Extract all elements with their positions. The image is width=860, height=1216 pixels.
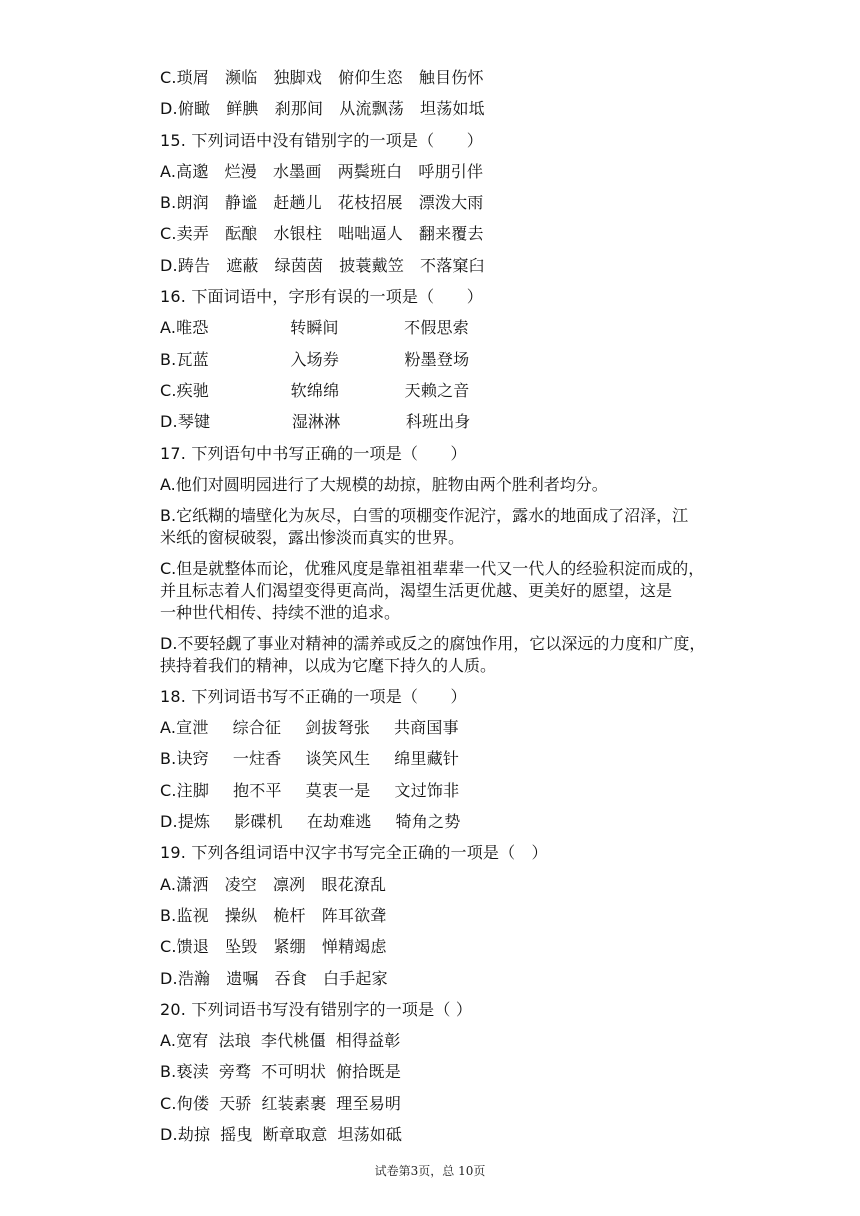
option-word: 提炼	[177, 812, 211, 832]
option-word: 注脚	[176, 780, 210, 800]
option-word: 水银柱	[273, 224, 323, 244]
option-label: C.	[160, 224, 177, 244]
option-word: 坠毁	[225, 937, 258, 957]
option-word: 烂漫	[224, 161, 257, 181]
option-word: 俯仰生恣	[338, 68, 403, 87]
option-word: 馈退	[176, 937, 210, 957]
answer-option	[160, 156, 750, 187]
answer-option	[160, 312, 750, 343]
option-label: C.	[160, 780, 177, 800]
option-label: B.	[160, 193, 177, 213]
option-word: 漂泼大雨	[418, 193, 484, 213]
option-word: 眼花潦乱	[321, 874, 387, 894]
question-stem: 17. 下列语句中书写正确的一项是（ ）	[160, 443, 467, 463]
option-word: 转瞬间	[290, 318, 339, 338]
option-word: 法琅	[218, 1031, 251, 1051]
sentence-line: 一种世代相传、持续不泄的追求。	[160, 602, 401, 622]
option-word: 从流飘荡	[339, 99, 405, 119]
option-word: 入场券	[290, 349, 340, 369]
sentence-line: 米纸的窗棂破裂，露出惨淡而真实的世界。	[160, 527, 465, 547]
answer-option-sentence	[160, 469, 750, 500]
option-word: 莫衷一是	[305, 780, 371, 800]
answer-option	[160, 1025, 750, 1056]
option-word: 不落窠臼	[420, 255, 485, 275]
option-label: A.	[160, 161, 177, 181]
sentence-line: B.它纸糊的墙壁化为灰尽，白雪的项棚变作泥泞，露水的地面成了沼泽，江	[160, 505, 689, 525]
question-stem: 16. 下面词语中，字形有误的一项是（ ）	[160, 287, 483, 307]
option-word: 科班出身	[405, 412, 471, 432]
answer-option	[160, 375, 750, 406]
option-word: 抱不平	[233, 780, 282, 800]
option-word: 天骄	[219, 1093, 252, 1113]
option-word: 理至易明	[336, 1093, 402, 1113]
option-word: 在劫难逃	[306, 812, 372, 832]
sentence-line: 挟持着我们的精神，以成为它麾下持久的人质。	[160, 655, 497, 675]
answer-option	[160, 900, 750, 931]
option-word: 朗润	[176, 193, 209, 213]
option-word: 诀窍	[176, 749, 209, 769]
option-word: 水墨画	[272, 161, 322, 181]
answer-option	[160, 1119, 750, 1150]
option-word: 触目伤怀	[418, 68, 484, 87]
answer-option	[160, 187, 750, 218]
option-word: 刹那间	[274, 99, 324, 119]
option-word: 断章取意	[262, 1125, 328, 1145]
option-word: 琐屑	[176, 68, 210, 87]
sentence-line: A.他们对圆明园进行了大规模的劫掠，脏物由两个胜利者均分。	[160, 474, 608, 494]
answer-option	[160, 406, 750, 437]
option-word: 凌空	[224, 874, 257, 894]
answer-option	[160, 62, 750, 93]
option-word: 红装素裹	[261, 1093, 327, 1113]
option-word: 阵耳欲聋	[321, 905, 387, 925]
option-label: C.	[160, 380, 177, 400]
option-label: A.	[160, 1031, 177, 1051]
option-word: 桅杆	[273, 905, 306, 925]
option-label: B.	[160, 1062, 177, 1082]
answer-option	[160, 1088, 750, 1119]
option-word: 遗嘱	[226, 968, 259, 988]
option-word: 不假思索	[404, 318, 469, 338]
option-word: 操纵	[224, 905, 258, 925]
option-word: 软绵绵	[290, 380, 340, 400]
option-word: 呼朋引伴	[418, 161, 484, 181]
option-word: 浩瀚	[177, 968, 211, 988]
option-word: 遮蔽	[226, 255, 259, 275]
option-word: 李代桃僵	[260, 1031, 326, 1051]
exam-page-content	[160, 62, 750, 1150]
option-word: 坦荡如砥	[337, 1125, 403, 1145]
option-word: 俯拾既是	[336, 1062, 401, 1082]
option-word: 独脚戏	[273, 68, 323, 87]
option-word: 亵渎	[176, 1062, 209, 1082]
option-word: 翻来覆去	[418, 224, 484, 244]
answer-option-sentence	[160, 553, 750, 628]
option-word: 踌告	[177, 255, 211, 275]
answer-option	[160, 1056, 750, 1087]
option-word: 高邈	[176, 161, 209, 181]
answer-option	[160, 743, 750, 774]
option-word: 谈笑风生	[305, 749, 371, 769]
option-label: A.	[160, 874, 177, 894]
option-word: 粉墨登场	[404, 349, 470, 369]
option-label: D.	[160, 1125, 178, 1145]
option-word: 摇曳	[220, 1125, 253, 1145]
option-word: 文过饰非	[394, 780, 460, 800]
option-word: 犄角之势	[395, 812, 461, 832]
option-word: 宽宥	[176, 1031, 209, 1051]
option-word: 综合征	[232, 718, 282, 738]
option-word: 一炷香	[232, 749, 282, 769]
option-word: 鲜腆	[226, 99, 259, 119]
option-word: 白手起家	[323, 968, 388, 988]
option-label: C.	[160, 1093, 177, 1113]
option-label: B.	[160, 905, 177, 925]
answer-option-sentence	[160, 500, 750, 553]
option-label: D.	[160, 968, 178, 988]
option-word: 佝偻	[176, 1093, 210, 1113]
option-label: D.	[160, 812, 178, 832]
answer-option	[160, 869, 750, 900]
option-word: 两鬓班白	[337, 161, 403, 181]
option-word: 唯恐	[176, 318, 209, 338]
answer-option	[160, 250, 750, 281]
answer-option	[160, 931, 750, 962]
option-word: 吞食	[274, 968, 308, 988]
option-word: 俯瞰	[177, 99, 211, 119]
option-word: 静谧	[224, 193, 258, 213]
option-label: C.	[160, 937, 177, 957]
answer-option	[160, 712, 750, 743]
answer-option	[160, 806, 750, 837]
option-label: B.	[160, 749, 177, 769]
sentence-line: C.但是就整体而论，优雅风度是靠祖祖辈辈一代又一代人的经验积淀而成的，	[160, 558, 705, 578]
option-word: 卖弄	[176, 224, 210, 244]
option-label: A.	[160, 318, 177, 338]
question-stem: 20. 下列词语书写没有错别字的一项是（ ）	[160, 999, 473, 1019]
page-footer: 试卷第3页，总 10页	[374, 1164, 486, 1178]
option-word: 影碟机	[234, 812, 283, 832]
answer-option-sentence	[160, 628, 750, 681]
option-word: 监视	[176, 905, 209, 925]
sentence-line: D.不要轻觑了事业对精神的濡养或反之的腐蚀作用，它以深远的力度和广度，	[160, 633, 706, 653]
option-word: 酝酿	[225, 224, 258, 244]
option-word: 披蓑戴笠	[339, 255, 405, 275]
answer-option	[160, 93, 750, 124]
option-label: D.	[160, 255, 178, 275]
question-stem: 15. 下列词语中没有错别字的一项是（ ）	[160, 130, 483, 150]
option-word: 宣泄	[176, 718, 209, 738]
answer-option	[160, 218, 750, 249]
option-word: 相得益彰	[335, 1031, 401, 1051]
sentence-line: 并且标志着人们渴望变得更高尚，渴望生活更优越、更美好的愿望，这是	[160, 580, 673, 600]
option-word: 瓦蓝	[176, 349, 209, 369]
option-word: 湿淋淋	[291, 412, 341, 432]
option-word: 绿茵茵	[274, 255, 324, 275]
option-word: 剑拔弩张	[305, 718, 370, 738]
question-stem: 18. 下列词语书写不正确的一项是（ ）	[160, 686, 467, 706]
option-word: 紧绷	[273, 937, 306, 957]
option-word: 凛冽	[272, 874, 306, 894]
option-word: 惮精竭虑	[321, 937, 387, 957]
option-label: C.	[160, 68, 177, 87]
answer-option	[160, 963, 750, 994]
option-label: D.	[160, 412, 178, 432]
option-word: 咄咄逼人	[338, 224, 403, 244]
option-label: A.	[160, 718, 177, 738]
option-word: 赶趟儿	[273, 193, 322, 213]
option-word: 潇洒	[176, 874, 209, 894]
option-word: 坦荡如坻	[420, 99, 485, 119]
answer-option	[160, 344, 750, 375]
option-label: B.	[160, 349, 177, 369]
option-word: 天赖之音	[404, 380, 470, 400]
question-stem: 19. 下列各组词语中汉字书写完全正确的一项是（ ）	[160, 843, 548, 863]
option-word: 旁骛	[218, 1062, 252, 1082]
option-word: 琴键	[177, 412, 211, 432]
option-label: D.	[160, 99, 178, 119]
option-word: 共商国事	[393, 718, 459, 738]
option-word: 花枝招展	[337, 193, 403, 213]
option-word: 濒临	[225, 68, 258, 87]
answer-option	[160, 775, 750, 806]
option-word: 不可明状	[261, 1062, 327, 1082]
option-word: 绵里藏针	[394, 749, 460, 769]
option-word: 劫掠	[177, 1125, 211, 1145]
option-word: 疾驰	[176, 380, 210, 400]
